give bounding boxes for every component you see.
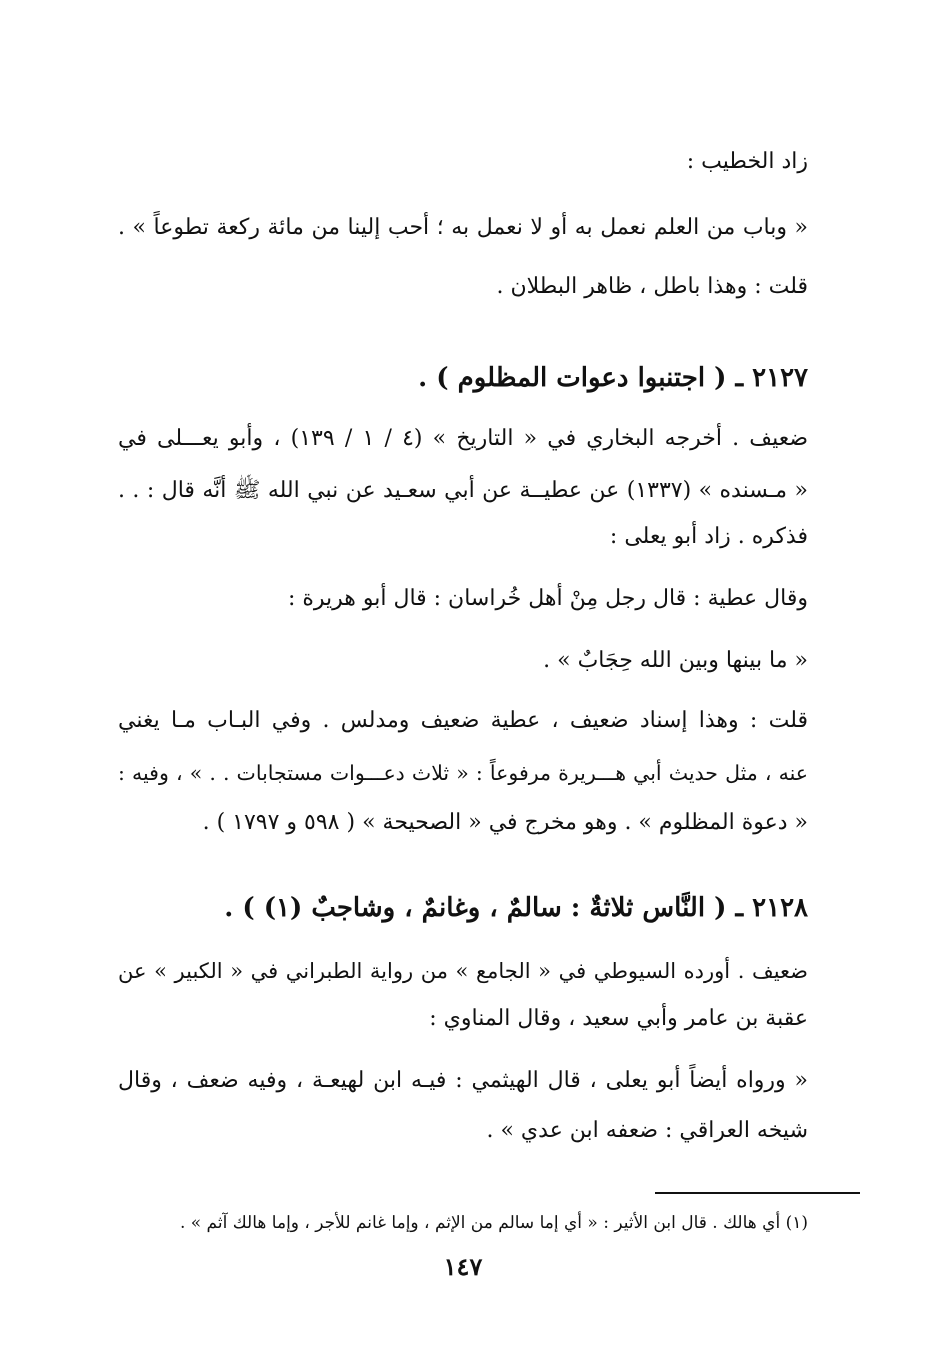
text-line: قلت : وهذا باطل ، ظاهر البطلان . xyxy=(496,274,808,299)
text-line: عقبة بن عامر وأبي سعيد ، وقال المناوي : xyxy=(429,1006,808,1031)
text-line: زاد الخطيب : xyxy=(686,149,808,174)
text-line: وقال عطية : قال رجل مِنْ أهل خُراسان : قال أبو هريرة : xyxy=(287,586,808,611)
quote-line: « ما بينها وبين الله حِجَابٌ » . xyxy=(543,648,808,673)
text-line: قلت : وهذا إسناد ضعيف ، عطية ضعيف ومدلس . وفي البـاب مـا يغني xyxy=(118,708,808,733)
page-number: ١٤٧ xyxy=(443,1252,483,1281)
text-line: عنه ، مثل حديث أبي هـــريرة مرفوعاً : « ثلاث دعـــوات مستجابات . . » ، وفيه : xyxy=(118,761,808,785)
text-line: ضعيف . أورده السيوطي في « الجامع » من رواية الطبراني في « الكبير » عن xyxy=(118,959,808,983)
hadith-heading-2127: ٢١٢٧ ـ ( اجتنبوا دعوات المظلوم ) . xyxy=(418,363,808,393)
hadith-heading-2128: ٢١٢٨ ـ ( النَّاس ثلاثةٌ : سالمٌ ، وغانمٌ ، وشاجبٌ (١) ) . xyxy=(224,893,808,923)
quote-line: « ورواه أيضاً أبو يعلى ، قال الهيثمي : فيـه ابن لهيعـة ، وفيه ضعف ، وقال xyxy=(118,1068,808,1093)
quote-line: شيخه العراقي : ضعفه ابن عدي » . xyxy=(486,1118,808,1143)
text-line: ضعيف . أخرجه البخاري في « التاريخ » (٤ / ١ / ١٣٩) ، وأبو يعـــلى في xyxy=(118,426,808,451)
text-line: « دعوة المظلوم » . وهو مخرج في « الصحيحة » ( ٥٩٨ و ١٧٩٧ ) . xyxy=(202,810,808,835)
quote-line: « وباب من العلم نعمل به أو لا نعمل به ؛ أحب إلينا من مائة ركعة تطوعاً » . xyxy=(118,215,808,240)
text-line: فذكره . زاد أبو يعلى : xyxy=(609,524,808,549)
footnote-separator xyxy=(655,1192,860,1194)
footnote: (١) أي هالك . قال ابن الأثير : « أي إما سالم من الإثم ، وإما غانم للأجر ، وإما هالك آثم » . xyxy=(179,1213,808,1233)
text-line: « مـسنده » (١٣٣٧) عن عطيــة عن أبي سعـيد عن نبي الله ﷺ أنَّه قال : . . xyxy=(118,478,808,503)
